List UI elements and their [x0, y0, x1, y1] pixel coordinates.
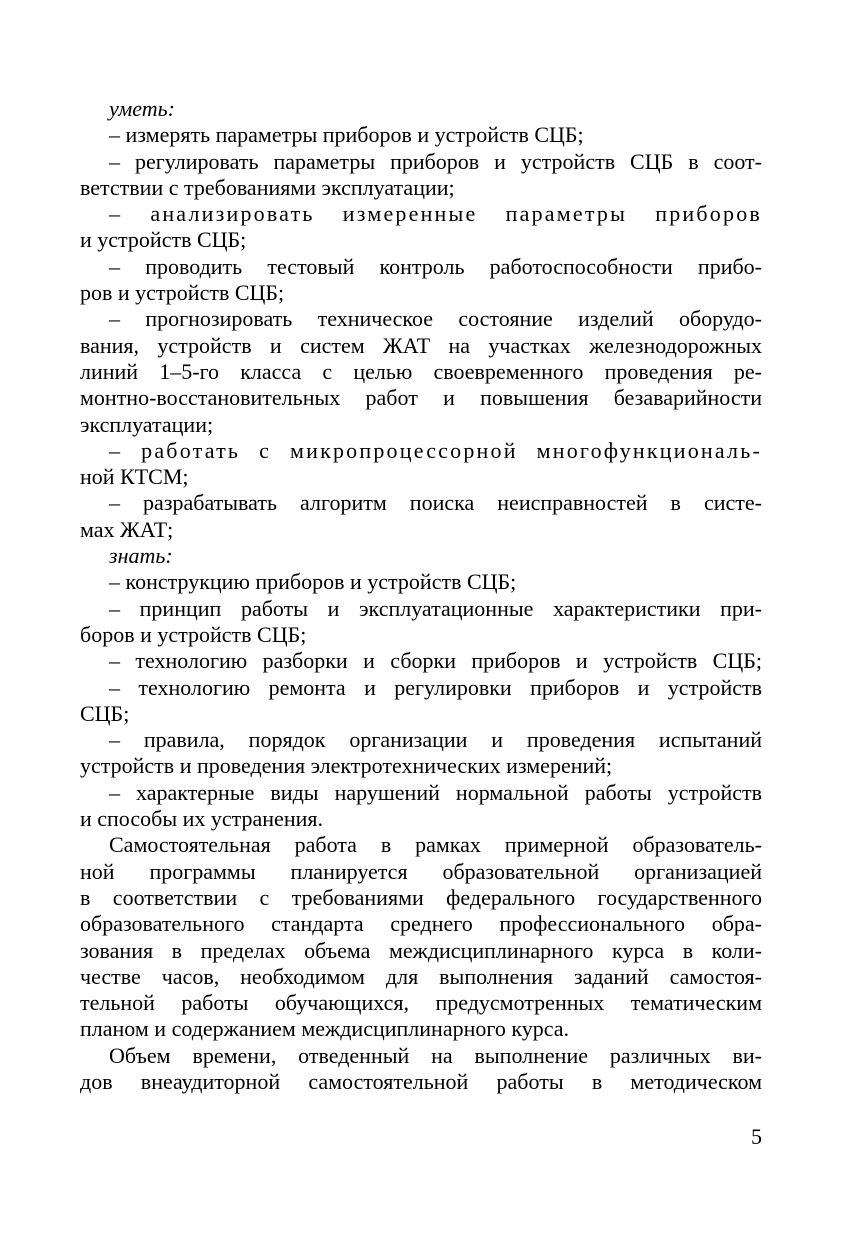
text-line: уметь: [109, 96, 175, 121]
text-line: – проводить тестовый контроль работоспособности прибо- [109, 253, 762, 279]
text-block [80, 96, 762, 1095]
text-line: в соответствии с требованиями федерального государственного [80, 884, 762, 910]
page-number: 5 [751, 1124, 762, 1149]
text-line: Самостоятельная работа в рамках примерной образователь- [109, 832, 762, 858]
text-line: – измерять параметры приборов и устройств СЦБ; [109, 122, 584, 148]
text-line: ров и устройств СЦБ; [80, 280, 285, 306]
text-line: эксплуатации; [80, 411, 214, 437]
text-line: – характерные виды нарушений нормальной работы устройств [109, 779, 762, 805]
text-line: – работать с микропроцессорной многофункциональ- [109, 437, 762, 463]
text-line: образовательного стандарта среднего профессионального обра- [80, 911, 762, 937]
text-line: – прогнозировать техническое состояние изделий оборудо- [109, 306, 762, 332]
text-line: – технологию ремонта и регулировки приборов и устройств [109, 674, 762, 700]
text-line: монтно-восстановительных работ и повышения безаварийности [80, 385, 762, 411]
text-line: знать: [109, 543, 173, 569]
text-line: – регулировать параметры приборов и устройств СЦБ в соот- [109, 148, 762, 174]
text-line: – технологию разборки и сборки приборов и устройств СЦБ; [109, 648, 762, 674]
text-line: Объем времени, отведенный на выполнение различных ви- [109, 1042, 762, 1068]
text-line: СЦБ; [80, 700, 130, 726]
text-line: устройств и проведения электротехнических измерений; [80, 753, 613, 779]
text-line: зования в пределах объема междисциплинарного курса в коли- [80, 937, 762, 963]
text-line: линий 1–5-го класса с целью своевременного проведения ре- [80, 358, 762, 384]
text-line: – принцип работы и эксплуатационные характеристики при- [109, 595, 762, 621]
text-line: ной КТСМ; [80, 464, 189, 490]
text-line: ветствии с требованиями эксплуатации; [80, 174, 455, 200]
text-line: дов внеаудиторной самостоятельной работы в методическом [80, 1068, 762, 1094]
text-line: вания, устройств и систем ЖАТ на участках железнодорожных [80, 332, 762, 358]
text-line: – правила, порядок организации и проведения испытаний [109, 727, 762, 753]
text-line: мах ЖАТ; [80, 516, 174, 542]
text-line: и устройств СЦБ; [80, 227, 247, 253]
text-line: ной программы планируется образовательной организацией [80, 858, 762, 884]
text-line: – конструкцию приборов и устройств СЦБ; [109, 569, 517, 595]
text-line: планом и содержанием междисциплинарного курса. [80, 1016, 570, 1042]
text-line: боров и устройств СЦБ; [80, 621, 307, 647]
text-line: честве часов, необходимом для выполнения заданий самостоя- [80, 963, 762, 989]
text-line: – анализировать измеренные параметры приборов [109, 201, 762, 227]
text-line: тельной работы обучающихся, предусмотренных тематическим [80, 990, 762, 1016]
text-line: и способы их устранения. [80, 806, 323, 832]
text-line: – разрабатывать алгоритм поиска неисправностей в систе- [109, 490, 762, 516]
